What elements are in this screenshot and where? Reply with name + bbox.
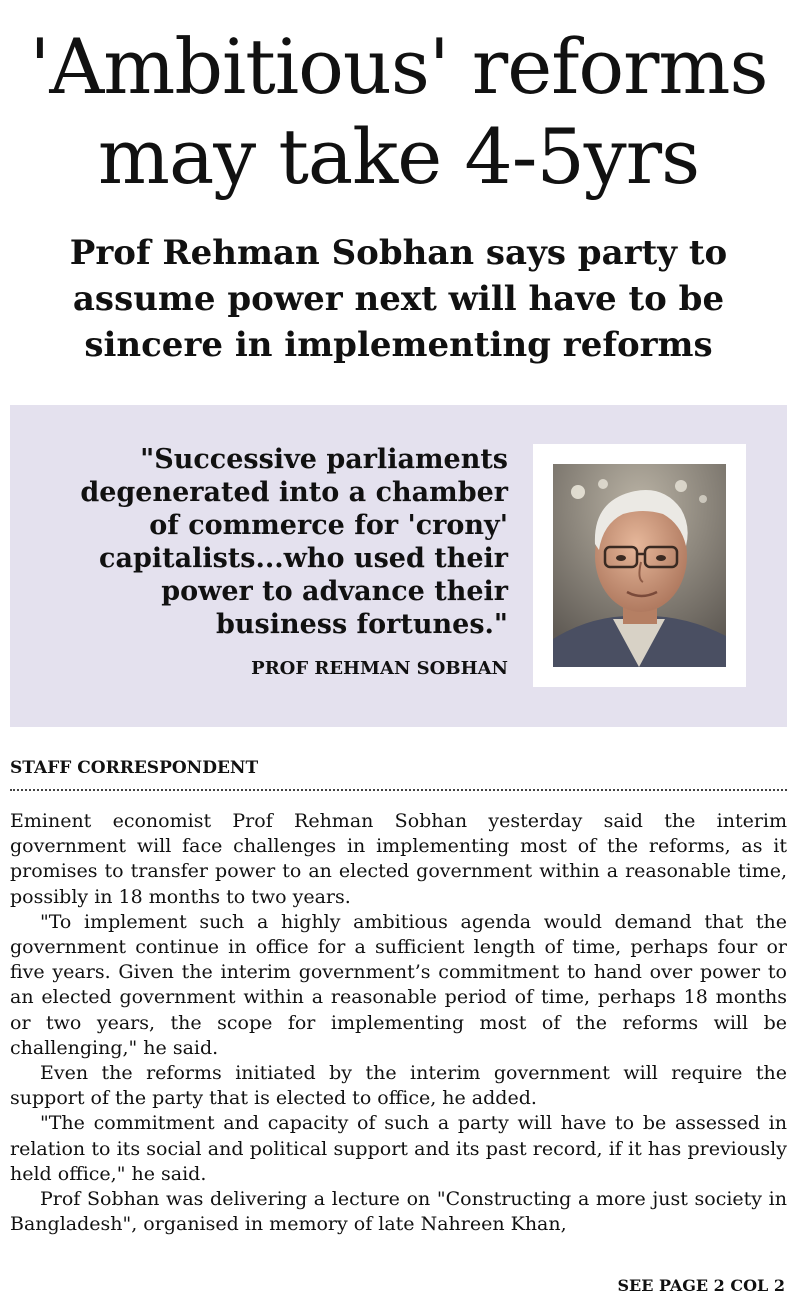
byline: STAFF CORRESPONDENT <box>10 758 259 778</box>
headline <box>0 22 797 202</box>
body-paragraph: Prof Sobhan was delivering a lecture on "Constructing a more just society in Bangladesh", organised in memory of late Nahreen Khan, <box>10 1188 787 1236</box>
quote-line: of commerce for 'crony' <box>149 510 508 541</box>
continued-jump-line: SEE PAGE 2 COL 2 <box>617 1276 785 1295</box>
subhead-line-2: assume power next will have to be <box>72 279 725 319</box>
photo-frame <box>533 444 746 687</box>
portrait-illustration <box>553 464 726 667</box>
headline-line-2: may take 4-5yrs <box>97 112 700 201</box>
quote-line: capitalists...who used their <box>99 543 508 574</box>
body-paragraph: Eminent economist Prof Rehman Sobhan yesterday said the interim government will face challenges in implementing most of the reforms, as it promises to transfer power to an elected government within a reasonable time, possibly in 18 months to two years. <box>10 810 787 908</box>
pull-quote-attribution: PROF REHMAN SOBHAN <box>251 658 508 679</box>
subhead-line-3: sincere in implementing reforms <box>84 325 713 365</box>
dotted-divider <box>10 789 787 791</box>
headline-line-1: 'Ambitious' reforms <box>29 22 768 111</box>
quote-line: power to advance their <box>161 576 508 607</box>
quote-line: "Successive parliaments <box>140 444 508 475</box>
body-paragraph: Even the reforms initiated by the interim government will require the support of the party that is elected to office, he added. <box>10 1062 787 1110</box>
quote-line: business fortunes." <box>215 609 508 640</box>
subheadline <box>0 230 797 368</box>
pull-quote-box <box>10 405 787 727</box>
body-paragraph: "The commitment and capacity of such a party will have to be assessed in relation to its social and political support and its past record, if it has previously held office," he said. <box>10 1112 787 1185</box>
quote-line: degenerated into a chamber <box>80 477 508 508</box>
body-paragraph: "To implement such a highly ambitious agenda would demand that the government continue in office for a sufficient length of time, perhaps four or five years. Given the interim government’s commitment to hand over power to an elected government within a reasonable period of time, perhaps 18 months or two years, the scope for implementing most of the reforms will be challenging," he said. <box>10 910 787 1059</box>
portrait-photo <box>553 464 726 667</box>
pull-quote-text <box>70 443 508 641</box>
subhead-line-1: Prof Rehman Sobhan says party to <box>69 233 728 273</box>
article-body <box>10 809 787 1237</box>
